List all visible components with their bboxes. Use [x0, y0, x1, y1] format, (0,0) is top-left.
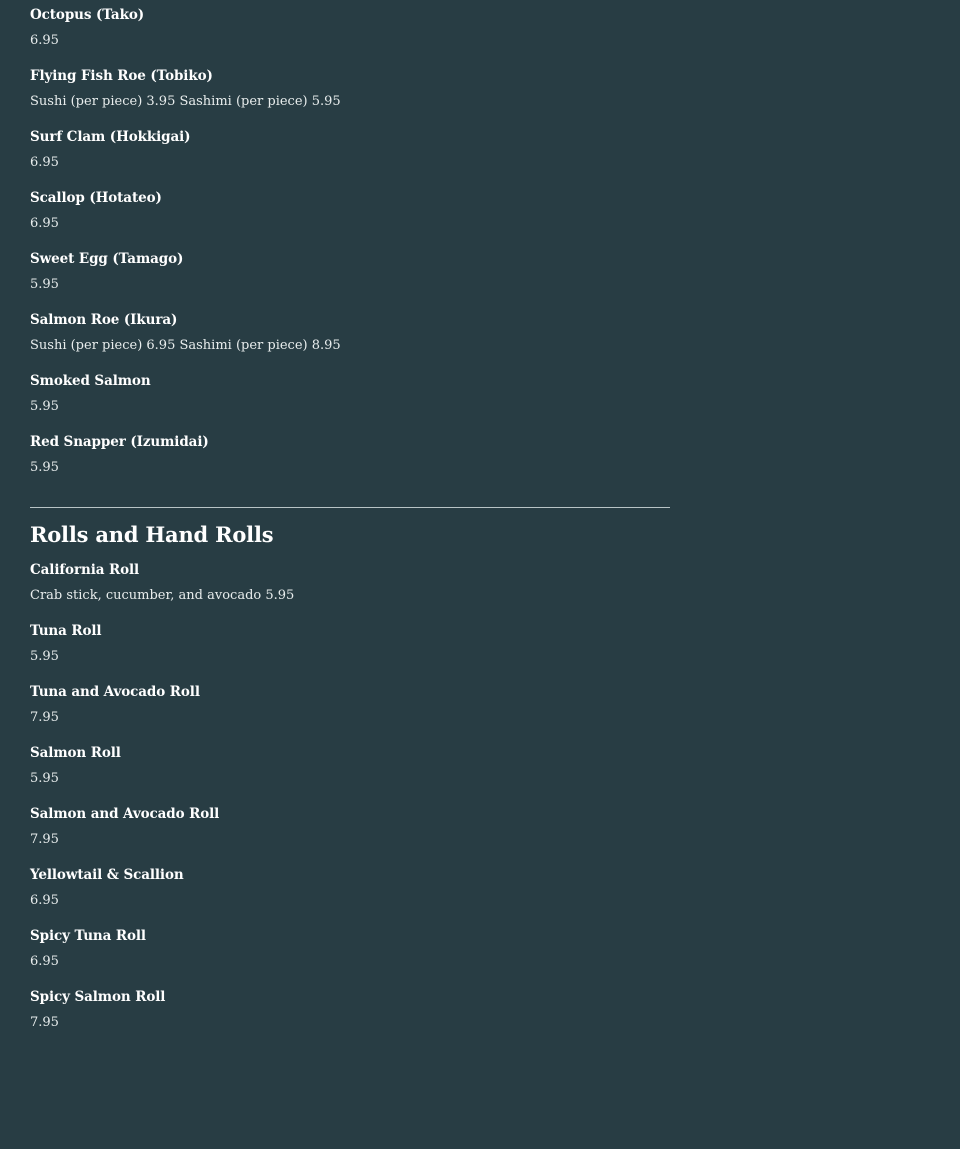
- menu-item-price: 6.95: [30, 954, 59, 969]
- menu-item-name: Yellowtail & Scallion: [30, 867, 184, 883]
- menu-item: [30, 927, 960, 971]
- section-title: Rolls and Hand Rolls: [30, 522, 274, 547]
- menu-item-price: 5.95: [30, 460, 59, 475]
- menu-item: [30, 622, 960, 666]
- menu-item-price: 7.95: [30, 710, 59, 725]
- menu-item-price: 6.95: [30, 155, 59, 170]
- menu-item: [30, 561, 960, 605]
- menu-item: [30, 805, 960, 849]
- menu-item-name: Red Snapper (Izumidai): [30, 434, 209, 450]
- menu-section-sushi: [30, 6, 960, 477]
- menu-item-price: Crab stick, cucumber, and avocado 5.95: [30, 588, 295, 603]
- menu-item-price: Sushi (per piece) 3.95 Sashimi (per piece) 5.95: [30, 94, 341, 109]
- menu-item: [30, 744, 960, 788]
- menu-item: [30, 6, 960, 50]
- menu-item: [30, 433, 960, 477]
- menu-item: [30, 128, 960, 172]
- menu-section-rolls: [30, 521, 960, 1032]
- menu-item-price: 7.95: [30, 832, 59, 847]
- menu-item: [30, 189, 960, 233]
- menu-item: [30, 67, 960, 111]
- menu-item-name: Surf Clam (Hokkigai): [30, 129, 191, 145]
- menu-item-price: 6.95: [30, 893, 59, 908]
- menu-item-price: 5.95: [30, 277, 59, 292]
- menu-item-price: 5.95: [30, 399, 59, 414]
- menu-item-name: Flying Fish Roe (Tobiko): [30, 68, 213, 84]
- menu-item-name: Spicy Salmon Roll: [30, 989, 166, 1005]
- menu-item-name: California Roll: [30, 562, 140, 578]
- menu-item-name: Tuna Roll: [30, 623, 102, 639]
- menu-item-name: Salmon Roll: [30, 745, 121, 761]
- menu-item-price: Sushi (per piece) 6.95 Sashimi (per piece) 8.95: [30, 338, 341, 353]
- menu-item-name: Spicy Tuna Roll: [30, 928, 146, 944]
- menu-item-name: Salmon Roe (Ikura): [30, 312, 178, 328]
- menu-item-name: Tuna and Avocado Roll: [30, 684, 200, 700]
- menu-item-name: Sweet Egg (Tamago): [30, 251, 184, 267]
- menu-item: [30, 311, 960, 355]
- menu-item-price: 5.95: [30, 771, 59, 786]
- menu-item-name: Octopus (Tako): [30, 7, 145, 23]
- menu-item-name: Salmon and Avocado Roll: [30, 806, 220, 822]
- menu-item-price: 5.95: [30, 649, 59, 664]
- menu-item: [30, 683, 960, 727]
- menu-item-name: Smoked Salmon: [30, 373, 151, 389]
- menu-item: [30, 250, 960, 294]
- section-divider: [30, 507, 670, 508]
- menu-item-price: 6.95: [30, 216, 59, 231]
- menu-item: [30, 372, 960, 416]
- menu-item-price: 6.95: [30, 33, 59, 48]
- menu-item: [30, 866, 960, 910]
- menu-item-name: Scallop (Hotateo): [30, 190, 162, 206]
- menu-item: [30, 988, 960, 1032]
- menu-item-price: 7.95: [30, 1015, 59, 1030]
